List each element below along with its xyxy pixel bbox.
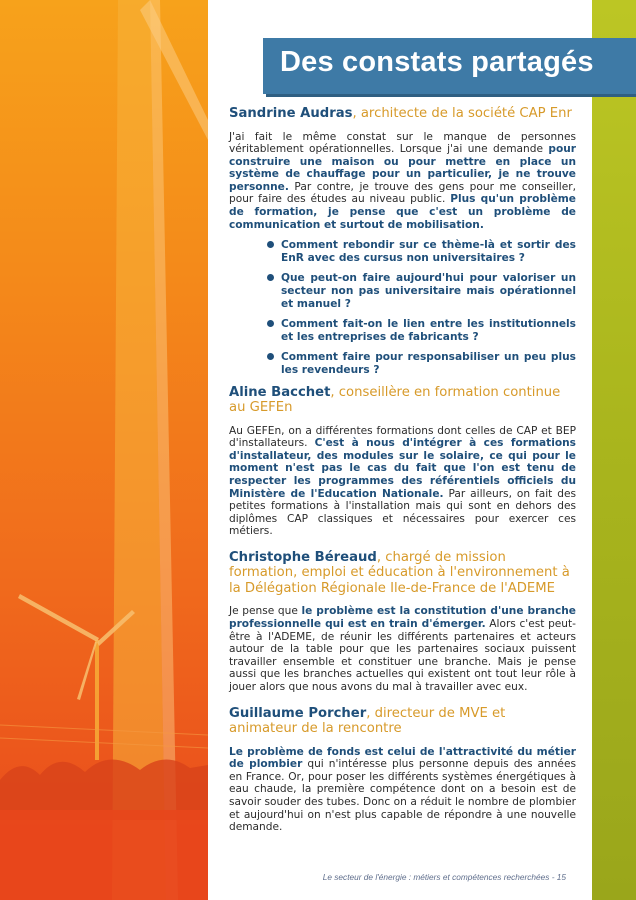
speaker-heading [229, 385, 576, 416]
body-text: Au GEFEn, on a différentes formations dont celles de CAP et BEP d'installateurs. [229, 424, 576, 450]
emphasis-text: Le problème de fonds est celui de l'attractivité du métier de plombier [229, 745, 576, 771]
speaker-statement [229, 605, 576, 693]
speaker-name: Guillaume Porcher [229, 705, 367, 721]
speaker-name: Aline Bacchet [229, 384, 331, 400]
question-item [267, 272, 576, 310]
speaker-heading [229, 706, 576, 737]
bullet-icon [267, 353, 274, 360]
page-title: Des constats partagés [280, 46, 594, 78]
question-text: Comment rebondir sur ce thème-là et sortir des EnR avec des cursus non universitaires ? [281, 239, 576, 264]
question-item [267, 351, 576, 376]
question-text: Que peut-on faire aujourd'hui pour valoriser un secteur non pas universitaire mais opérationnel et manuel ? [281, 272, 576, 310]
wind-turbine-photo [0, 0, 208, 900]
bullet-icon [267, 241, 274, 248]
body-text: Par contre, je trouve des gens pour me conseiller, pour faire des études au niveau public. [229, 180, 576, 206]
speaker-name: Sandrine Audras [229, 106, 353, 121]
speaker-name: Christophe Béreaud [229, 549, 377, 565]
decorative-green-strip [592, 0, 636, 900]
speaker-statement [229, 746, 576, 834]
speaker-heading [229, 106, 576, 122]
bullet-icon [267, 274, 274, 281]
question-item [267, 239, 576, 264]
speaker-statement [229, 131, 576, 232]
bullet-icon [267, 320, 274, 327]
emphasis-text: C'est à nous d'intégrer à ces formations d'installateur, des modules sur le solaire, ce qui pour le moment n'est pas le cas du fait que l'on est tenu de respecter les programmes des référentiels officiels du Ministère de l'Education Nationale. [229, 437, 576, 500]
speaker-role: , conseillère en formation continue au GEFEn [229, 384, 561, 416]
speaker-role: , chargé de mission formation, emploi et éducation à l'environnement à la Délégation Régionale Ile-de-France de l'ADEME [229, 549, 570, 596]
question-item [267, 318, 576, 343]
article-body [229, 106, 576, 846]
page-footer: Le secteur de l'énergie : métiers et compétences recherchées - 15 [322, 872, 566, 882]
body-text: Alors c'est peut-être à l'ADEME, de réunir les différents partenaires et acteurs autour de la table pour que les partenaires sociaux puissent travailler ensemble et constituer une branche. Mais je pense aussi que les branches actuelles qui existent ont tout leur rôle à jouer alors que nous avons du mal à travailler avec eux. [229, 618, 577, 693]
speaker-role: , architecte de la société CAP Enr [352, 106, 572, 121]
body-text: J'ai fait le même constat sur le manque de personnes véritablement opérationnelles. Lorsque j'ai une demande [229, 130, 576, 156]
speaker-heading [229, 550, 576, 597]
question-text: Comment faire pour responsabiliser un peu plus les revendeurs ? [281, 351, 576, 376]
question-text: Comment fait-on le lien entre les institutionnels et les entreprises de fabricants ? [281, 318, 576, 343]
question-list [229, 239, 576, 376]
emphasis-text: pour construire une maison ou pour mettre en place un système de chauffage pour un particulier, je ne trouve personne. [229, 143, 576, 193]
wind-turbine-illustration [0, 0, 208, 900]
title-banner [263, 38, 636, 94]
speaker-role: , directeur de MVE et animateur de la rencontre [229, 705, 506, 737]
body-text: Par ailleurs, on fait des petites formations à l'installation mais qui sont en dehors des diplômes CAP classiques et nécessaires pour exercer ces métiers. [229, 487, 577, 538]
body-text: qui n'intéresse plus personne depuis des années en France. Or, pour poser les différents systèmes énergétiques à eau chaude, la première compétence dont on a besoin est de savoir souder des tubes. Donc on a réduit le nombre de plombier et aujourd'hui on n'est plus capable de répondre à une nouvelle demande. [229, 758, 576, 834]
emphasis-text: le problème est la constitution d'une branche professionnelle qui est en train d'émerger. [229, 605, 576, 631]
ornament-pattern [592, 0, 636, 900]
emphasis-text: Plus qu'un problème de formation, je pense que c'est un problème de communication et surtout de mobilisation. [229, 193, 576, 231]
body-text: Je pense que [229, 605, 302, 618]
speaker-statement [229, 425, 576, 538]
